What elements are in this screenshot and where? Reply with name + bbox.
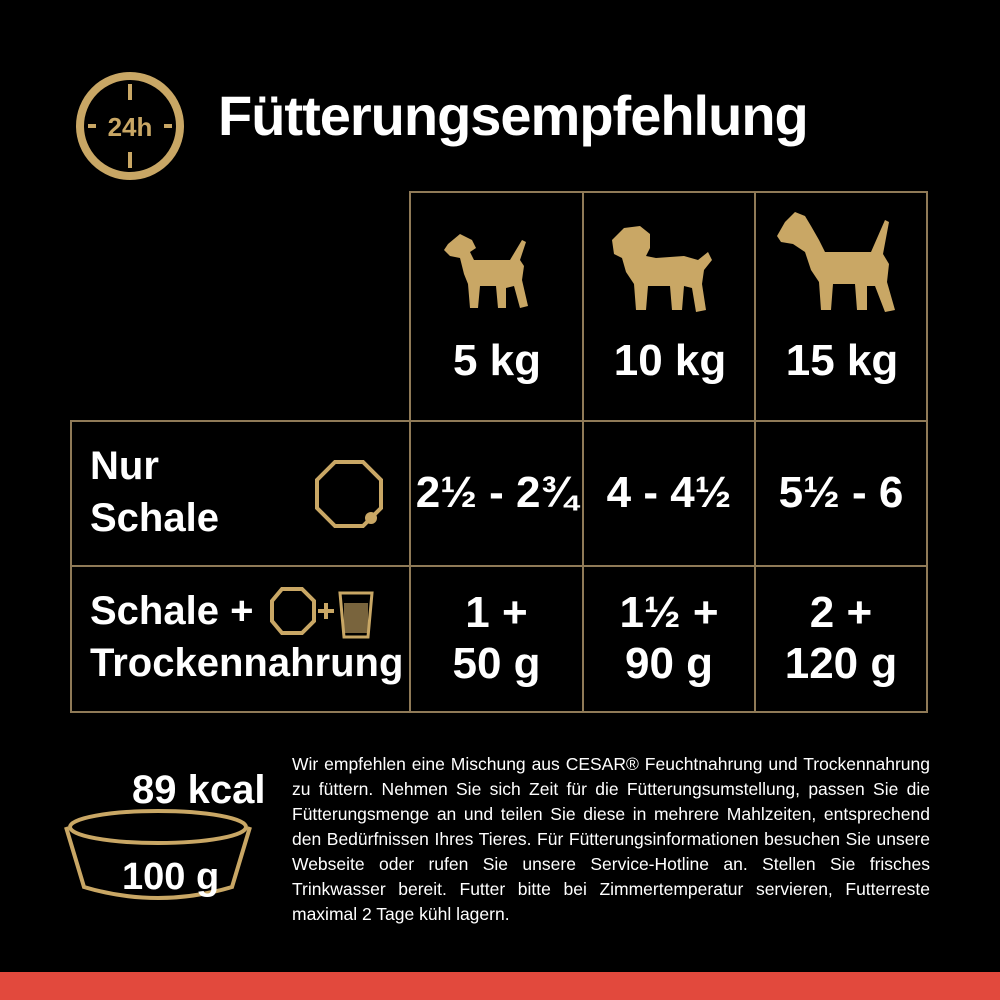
large-dog-icon <box>775 210 905 314</box>
bowl-only-10kg: 4 - 4½ <box>606 468 732 518</box>
bowl-only-15kg: 5½ - 6 <box>778 468 904 518</box>
bowl-dry-10kg-grams: 90 g <box>624 639 714 688</box>
bowl-dry-15kg <box>756 567 926 711</box>
footer-bar <box>0 972 1000 1000</box>
row-label-line1: Schale + <box>90 589 254 633</box>
per-amount: 100 g <box>122 856 220 898</box>
grid-line <box>70 711 928 713</box>
grid-line <box>926 191 928 713</box>
bowl-dry-15kg-grams: 120 g <box>784 639 898 688</box>
bowl-only-5kg: 2½ - 2¾ <box>415 468 578 518</box>
row-label-bowl-only <box>90 440 219 544</box>
bowl-dry-15kg-portion: 2 + <box>809 588 873 638</box>
bowl-dry-5kg-grams: 50 g <box>452 639 541 688</box>
feeding-description: Wir empfehlen eine Mischung aus CESAR® Feuchtnahrung und Trockennahrung zu füttern. Nehmen Sie sich Zeit für die Fütterungsumstellung, passen Sie die Fütterungsmenge an und teilen Sie diese in mehrere Mahlzeiten, entsprechend den Bedürfnissen Ihres Tieres. Für Fütterungsinformationen besuchen Sie unsere Webseite oder rufen Sie unsere Service-Hotline an. Stellen Sie frisches Trinkwasser bereit. Futter bitte bei Zimmertemperatur servieren, Futterreste maximal 2 Tage kühl lagern. <box>292 754 930 924</box>
medium-dog-icon <box>606 222 716 314</box>
page-title: Fütterungsempfehlung <box>218 84 808 147</box>
row-label-line2: Trockennahrung <box>90 641 404 685</box>
weight-10kg: 10 kg <box>613 336 727 385</box>
kcal-value: 89 kcal <box>132 768 266 812</box>
weight-15kg: 15 kg <box>785 336 899 385</box>
small-dog-icon <box>440 230 536 310</box>
bowl-dry-5kg <box>411 567 582 711</box>
row-label-line2: Schale <box>90 496 219 540</box>
row-label-line1: Nur <box>90 444 159 488</box>
clock-24h-icon <box>74 70 186 182</box>
grid-line <box>70 420 72 713</box>
bowl-dry-10kg <box>584 567 754 711</box>
bowl-dry-5kg-portion: 1 + <box>465 588 528 638</box>
tray-plus-dry-food-icon <box>268 585 380 641</box>
grid-line <box>409 191 928 193</box>
tray-icon <box>313 458 385 530</box>
bowl-dry-10kg-portion: 1½ + <box>619 588 719 638</box>
clock-label: 24h <box>107 112 153 142</box>
weight-5kg: 5 kg <box>452 336 542 385</box>
